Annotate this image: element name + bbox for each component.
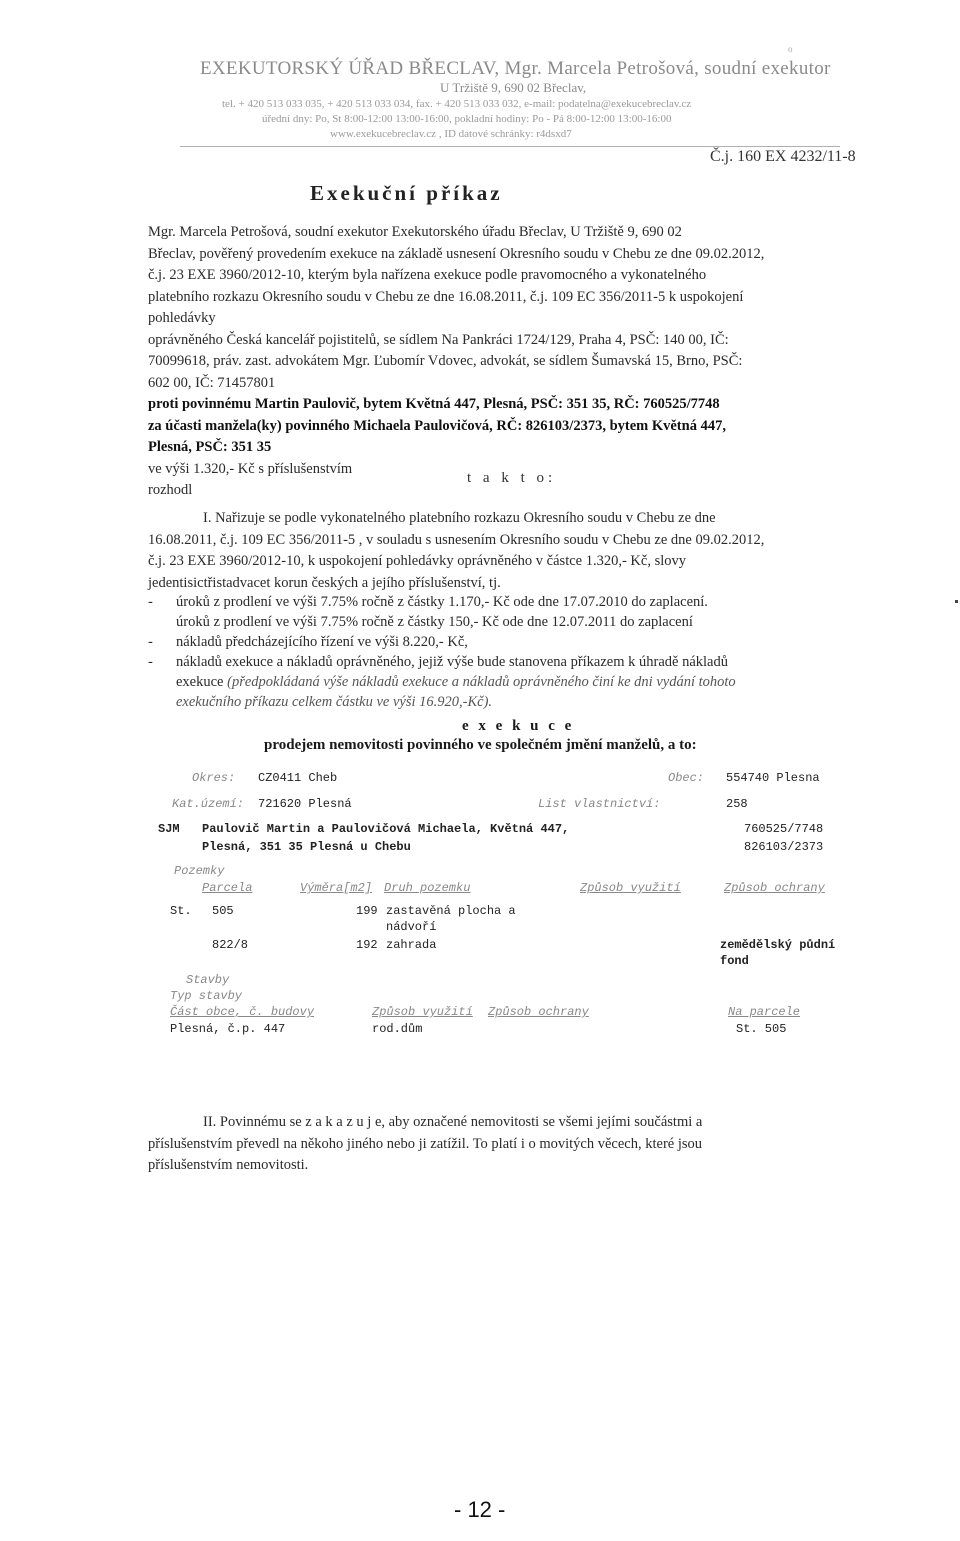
spouse-line: za účasti manžela(ky) povinného Michaela Paulovičová, RČ: 826103/2373, bytem Květná 447, [148, 417, 726, 434]
intro-line: pohledávky [148, 310, 216, 326]
land-type: nádvoří [386, 920, 437, 934]
section-two [148, 1112, 863, 1177]
corner-mark: o [788, 44, 793, 54]
office-contact: tel. + 420 513 033 035, + 420 513 033 034, fax. + 420 513 033 032, e-mail: podatelna@exekucebreclav.cz [222, 98, 692, 110]
list-item: - nákladů předcházejícího řízení ve výši 8.220,- Kč, [148, 634, 468, 650]
intro-line: Břeclav, pověřený provedením exekuce na základě usnesení Okresního soudu v Chebu ze dne 09.02.2012, [148, 245, 765, 262]
land-protection: zemědělský půdní [720, 938, 836, 952]
parcel-number: 822/8 [212, 938, 249, 952]
district-value: CZ0411 Cheb [258, 771, 338, 785]
section-two-line: II. Povinnému se z a k a z u j e, aby označené nemovitosti se všemi jejími součástmi a [203, 1114, 703, 1130]
office-address: U Tržiště 9, 690 02 Břeclav, [440, 80, 587, 95]
exekuce-heading: e x e k u c e [462, 718, 575, 734]
column-header: Parcela [202, 881, 253, 895]
column-header: Způsob ochrany [488, 1005, 589, 1019]
owner-line: Plesná, 351 35 Plesná u Chebu [202, 840, 411, 854]
office-hours: úřední dny: Po, St 8:00-12:00 13:00-16:00, pokladní hodiny: Po - Pá 8:00-12:00 13:00-16:00 [262, 113, 672, 125]
office-web: www.exekucebreclav.cz , ID datové schránky: r4dsxd7 [330, 128, 572, 140]
municipality-label: Obec: [668, 771, 705, 785]
intro-line: č.j. 23 EXE 3960/2012-10, kterým byla nařízena exekuce podle pravomocného a vykonatelného [148, 267, 707, 283]
cost-note: exekuce (předpokládaná výše nákladů exekuce a nákladů oprávněného činí ke dni vydání tohoto [176, 674, 736, 690]
building-use: rod.dům [372, 1022, 423, 1036]
list-item: - nákladů exekuce a nákladů oprávněného, jejiž výše bude stanovena příkazem k úhradě nákladů [148, 654, 728, 670]
scan-mark [955, 600, 958, 603]
column-header: Způsob využití [372, 1005, 473, 1019]
land-type: zastavěná plocha a [386, 904, 516, 918]
takto-heading: t a k t o: [467, 470, 557, 486]
parcel-area: 192 [356, 938, 378, 952]
column-header: Druh pozemku [384, 881, 471, 895]
list-item: úroků z prodlení ve výši 7.75% ročně z částky 150,- Kč ode dne 12.07.2011 do zaplacení [176, 614, 693, 630]
buildings-section-label: Stavby [186, 973, 230, 987]
land-section-label: Pozemky [174, 864, 225, 878]
header-divider [180, 146, 840, 147]
column-header: Způsob ochrany [724, 881, 825, 895]
owner-line: Paulovič Martin a Paulovičová Michaela, Květná 447, [202, 822, 570, 836]
debtor-line: proti povinnému Martin Paulovič, bytem Květná 447, Plesná, PSČ: 351 35, RČ: 760525/7748 [148, 396, 720, 412]
column-header: Výměra[m2] [300, 881, 373, 895]
parcel-prefix: St. [170, 904, 192, 918]
amount-line: ve výši 1.320,- Kč s příslušenstvím [148, 460, 353, 477]
ownership-sheet-label: List vlastnictví: [538, 797, 661, 811]
parcel-number: 505 [212, 904, 234, 918]
intro-line: oprávněného Česká kancelář pojistitelů, se sídlem Na Pankráci 1724/129, Praha 4, PSČ: 140 00, IČ: [148, 331, 729, 348]
owner-rc: 826103/2373 [744, 840, 824, 854]
intro-line: platebního rozkazu Okresního soudu v Chebu ze dne 16.08.2011, č.j. 109 EC 356/2011-5 k uspokojení [148, 288, 744, 305]
reference-number: Č.j. 160 EX 4232/11-8 [710, 148, 856, 165]
column-header: Na parcele [728, 1005, 801, 1019]
section-one [148, 508, 863, 594]
owner-rc: 760525/7748 [744, 822, 824, 836]
district-label: Okres: [192, 771, 236, 785]
ownership-sheet-value: 258 [726, 797, 748, 811]
building-parcel: St. 505 [736, 1022, 787, 1036]
spouse-line: Plesná, PSČ: 351 35 [148, 439, 272, 455]
column-header: Část obce, č. budovy [170, 1005, 315, 1019]
document-title: Exekuční příkaz [310, 181, 503, 205]
decided-line: rozhodl [148, 482, 193, 498]
parcel-area: 199 [356, 904, 378, 918]
section-one-line: I. Nařizuje se podle vykonatelného platebního rozkazu Okresního soudu v Chebu ze dne [203, 510, 716, 526]
section-one-line: jedentisictřistadvacet korun českých a jejího příslušenství, tj. [148, 574, 501, 591]
cadastral-area-value: 721620 Plesná [258, 797, 352, 811]
intro-line: 70099618, práv. zast. advokátem Mgr. Ľubomír Vdovec, advokát, se sídlem Šumavská 15, Brno, PSČ: [148, 353, 743, 369]
page-number: - 12 - [454, 1497, 506, 1522]
municipality-value: 554740 Plesna [726, 771, 820, 785]
land-type: zahrada [386, 938, 437, 952]
owner-prefix: SJM [158, 822, 180, 836]
section-two-line: příslušenstvím nemovitosti. [148, 1157, 309, 1173]
intro-line: Mgr. Marcela Petrošová, soudní exekutor Exekutorského úřadu Břeclav, U Tržiště 9, 690 02 [148, 224, 682, 240]
cost-note: exekučního příkazu celkem částku ve výši 16.920,-Kč). [176, 694, 493, 710]
building-type-label: Typ stavby [170, 989, 243, 1003]
section-one-line: 16.08.2011, č.j. 109 EC 356/2011-5 , v souladu s usnesením Okresního soudu v Chebu ze dne 09.02.2012, [148, 531, 765, 548]
land-protection: fond [720, 954, 749, 968]
sale-heading: prodejem nemovitosti povinného ve společném jmění manželů, a to: [264, 737, 697, 753]
cadastral-area-label: Kat.území: [172, 797, 245, 811]
intro-paragraph [148, 222, 863, 502]
section-two-line: příslušenstvím převedl na někoho jiného nebo ji zatížil. To platí i o movitých věcech, které jsou [148, 1135, 703, 1152]
section-one-line: č.j. 23 EXE 3960/2012-10, k uspokojení pohledávky oprávněného v částce 1.320,- Kč, slovy [148, 553, 687, 569]
intro-line: 602 00, IČ: 71457801 [148, 374, 276, 391]
office-header: EXEKUTORSKÝ ÚŘAD BŘECLAV, Mgr. Marcela Petrošová, soudní exekutor [200, 58, 831, 79]
building-location: Plesná, č.p. 447 [170, 1022, 286, 1036]
column-header: Způsob využití [580, 881, 681, 895]
list-item: - úroků z prodlení ve výši 7.75% ročně z částky 1.170,- Kč ode dne 17.07.2010 do zaplacení. [148, 594, 708, 610]
